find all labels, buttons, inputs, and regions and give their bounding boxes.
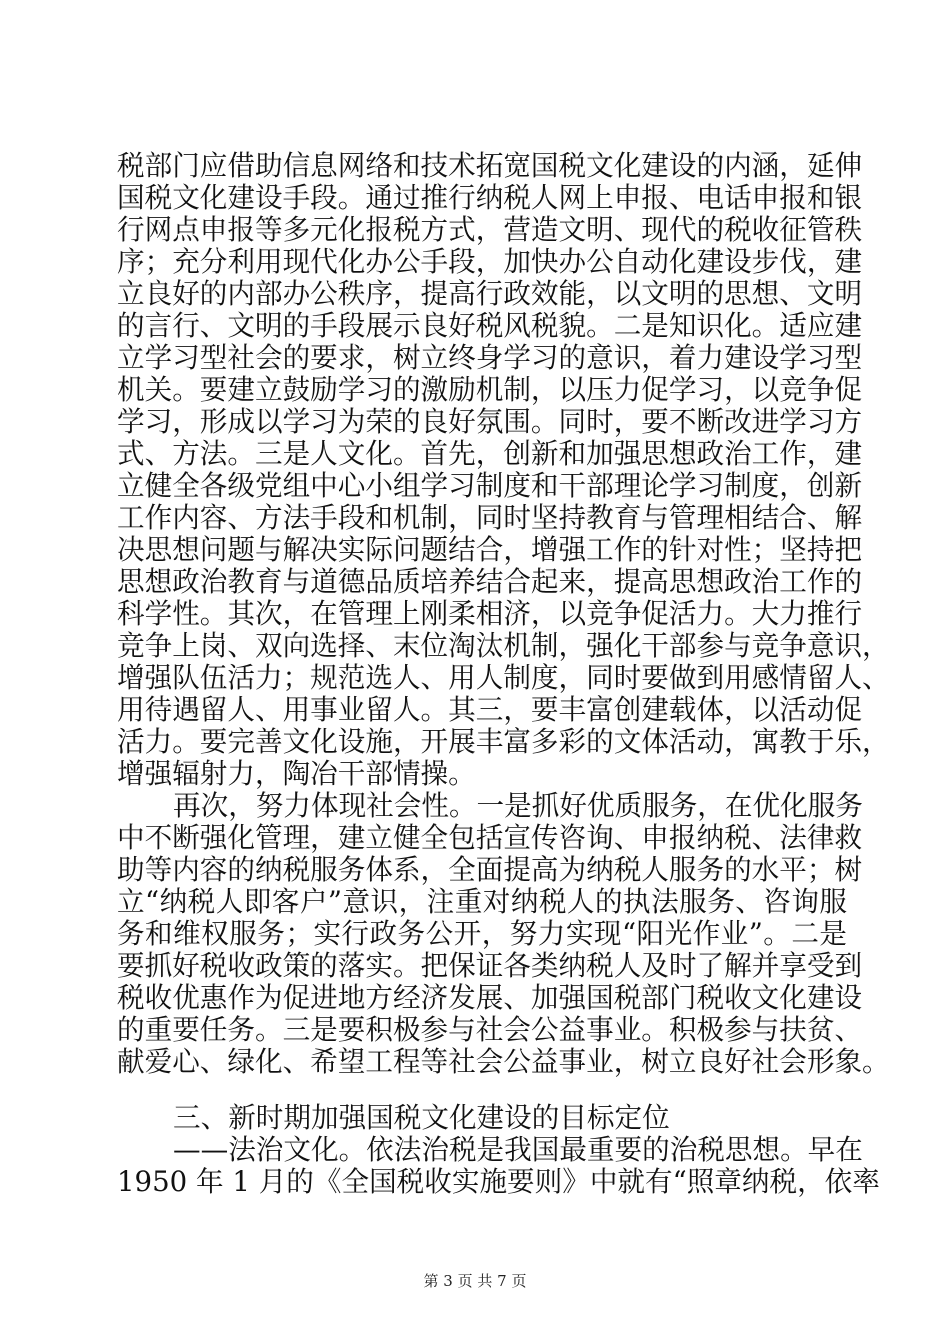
text-line: 助等内容的纳税服务体系，全面提高为纳税人服务的水平；树 bbox=[117, 853, 863, 886]
paragraph-3 bbox=[117, 1133, 880, 1198]
text-line: 学习，形成以学习为荣的良好氛围。同时，要不断改进学习方 bbox=[117, 405, 863, 438]
text-line: 要抓好税收政策的落实。把保证各类纳税人及时了解并享受到 bbox=[117, 949, 863, 982]
text-line: 机关。要建立鼓励学习的激励机制，以压力促学习，以竞争促 bbox=[117, 373, 863, 406]
text-line: 工作内容、方法手段和机制，同时坚持教育与管理相结合、解 bbox=[117, 501, 863, 534]
text-line: 国税文化建设手段。通过推行纳税人网上申报、电话申报和银 bbox=[117, 181, 863, 214]
text-line: ——法治文化。依法治税是我国最重要的治税思想。早在 bbox=[173, 1133, 863, 1166]
text-line: 增强队伍活力；规范选人、用人制度，同时要做到用感情留人、 bbox=[117, 661, 890, 694]
body-text bbox=[117, 149, 890, 1198]
text-line: 行网点申报等多元化报税方式，营造文明、现代的税收征管秩 bbox=[117, 213, 863, 246]
text-line: 税收优惠作为促进地方经济发展、加强国税部门税收文化建设 bbox=[117, 981, 863, 1014]
text-line: 的言行、文明的手段展示良好税风税貌。二是知识化。适应建 bbox=[117, 309, 863, 342]
text-line: 立健全各级党组中心小组学习制度和干部理论学习制度，创新 bbox=[117, 469, 863, 502]
text-line: 务和维权服务；实行政务公开，努力实现“阳光作业”。二是 bbox=[117, 917, 847, 950]
text-line: 献爱心、绿化、希望工程等社会公益事业，树立良好社会形象。 bbox=[117, 1045, 890, 1078]
text-line: 再次，努力体现社会性。一是抓好优质服务，在优化服务 bbox=[173, 789, 863, 822]
paragraph-gap bbox=[117, 1078, 847, 1102]
text-line: 增强辐射力，陶冶干部情操。 bbox=[117, 757, 476, 790]
paragraph-1 bbox=[117, 149, 890, 790]
text-line: 立学习型社会的要求，树立终身学习的意识，着力建设学习型 bbox=[117, 341, 863, 374]
text-line: 序；充分利用现代化办公手段，加快办公自动化建设步伐，建 bbox=[117, 245, 863, 278]
page-footer: 第 3 页 共 7 页 bbox=[423, 1272, 527, 1290]
text-line: 中不断强化管理，建立健全包括宣传咨询、申报纳税、法律救 bbox=[117, 821, 863, 854]
text-line: 科学性。其次，在管理上刚柔相济，以竞争促活力。大力推行 bbox=[117, 597, 863, 630]
text-line: 立良好的内部办公秩序，提高行政效能，以文明的思想、文明 bbox=[117, 277, 863, 310]
text-line: 用待遇留人、用事业留人。其三，要丰富创建载体，以活动促 bbox=[117, 693, 863, 726]
text-line: 思想政治教育与道德品质培养结合起来，提高思想政治工作的 bbox=[117, 565, 863, 598]
text-line: 式、方法。三是人文化。首先，创新和加强思想政治工作，建 bbox=[117, 437, 863, 470]
text-line: 税部门应借助信息网络和技术拓宽国税文化建设的内涵，延伸 bbox=[117, 149, 863, 182]
text-line: 1950 年 1 月的《全国税收实施要则》中就有“照章纳税，依率 bbox=[117, 1165, 880, 1198]
paragraph-2 bbox=[117, 789, 890, 1078]
text-line: 立“纳税人即客户”意识，注重对纳税人的执法服务、咨询服 bbox=[117, 885, 847, 918]
text-line: 活力。要完善文化设施，开展丰富多彩的文体活动，寓教于乐， bbox=[117, 725, 890, 758]
text-line: 竞争上岗、双向选择、末位淘汰机制，强化干部参与竞争意识， bbox=[117, 629, 890, 662]
text-line: 决思想问题与解决实际问题结合，增强工作的针对性；坚持把 bbox=[117, 533, 863, 566]
text-line: 的重要任务。三是要积极参与社会公益事业。积极参与扶贫、 bbox=[117, 1013, 863, 1046]
section-heading: 三、新时期加强国税文化建设的目标定位 bbox=[173, 1101, 670, 1134]
